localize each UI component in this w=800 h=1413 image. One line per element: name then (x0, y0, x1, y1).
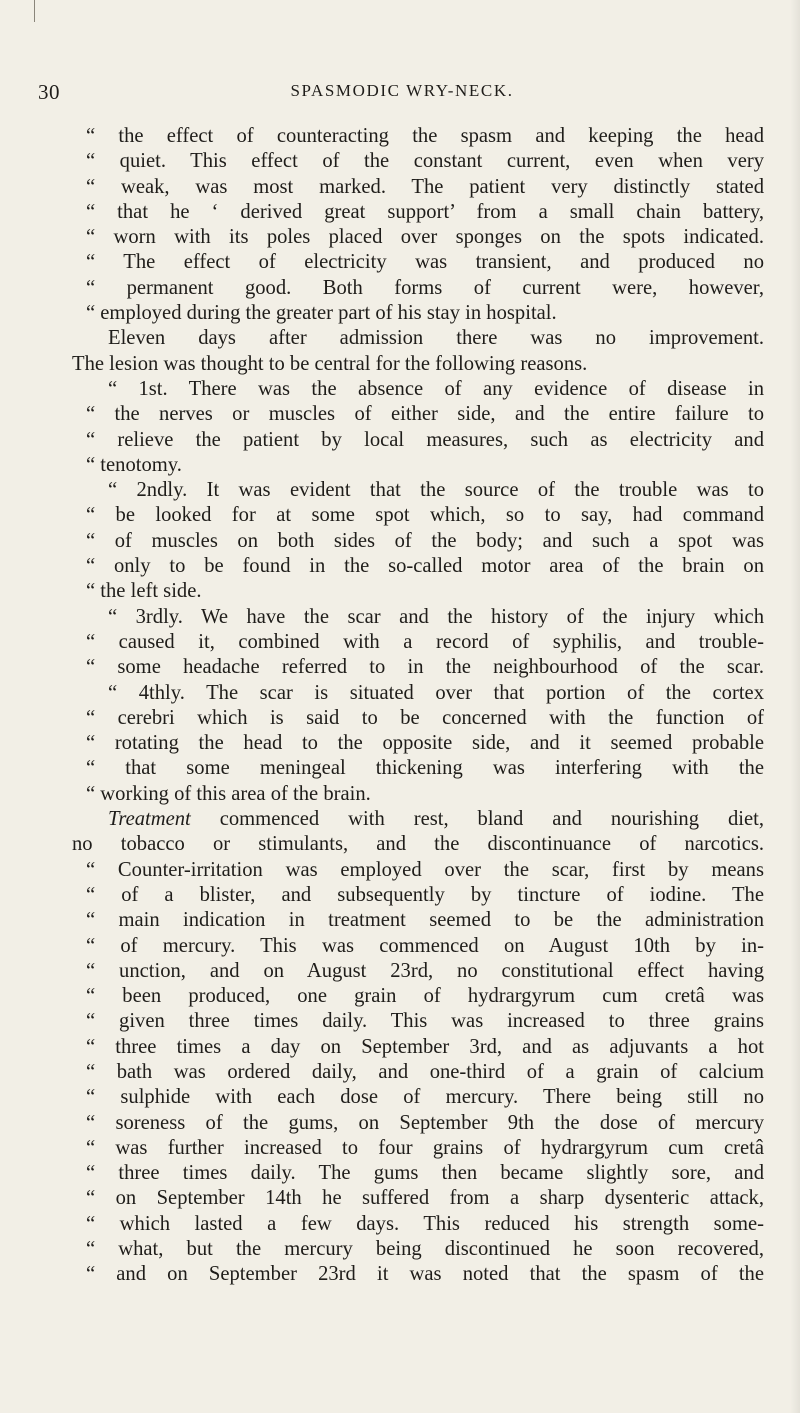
text-line: “ was further increased to four grains of hydrargyrum cum cretâ (86, 1136, 764, 1159)
text-line: “ that he ‘ derived great support’ from a small chain battery, (86, 200, 764, 223)
text-line: “ tenotomy. (86, 453, 182, 476)
text-line: “ soreness of the gums, on September 9th the dose of mercury (86, 1111, 764, 1134)
text-line: “ unction, and on August 23rd, no constitutional effect having (86, 959, 764, 982)
text-line: “ that some meningeal thickening was interfering with the (86, 757, 764, 780)
text-line: “ of a blister, and subsequently by tincture of iodine. The (86, 883, 764, 906)
text-line: “ main indication in treatment seemed to be the administration (86, 909, 764, 932)
text-line: “ of mercury. This was commenced on August 10th by in- (86, 934, 764, 957)
text-line: Eleven days after admission there was no improvement. (108, 327, 764, 350)
text-line: “ sulphide with each dose of mercury. There being still no (86, 1086, 764, 1109)
text-line: “ weak, was most marked. The patient very distinctly stated (86, 175, 764, 198)
text-line: “ bath was ordered daily, and one-third of a grain of calcium (86, 1060, 764, 1083)
text-line: “ permanent good. Both forms of current were, however, (86, 276, 764, 299)
running-head: SPASMODIC WRY-NECK. (290, 81, 514, 100)
text-line: “ what, but the mercury being discontinued he soon recovered, (86, 1238, 764, 1261)
text-line: “ be looked for at some spot which, so to say, had command (86, 504, 764, 527)
text-line: “ worn with its poles placed over sponges on the spots indicated. (86, 226, 764, 249)
text-line: “ and on September 23rd it was noted that the spasm of the (86, 1263, 764, 1286)
text-line: “ of muscles on both sides of the body; and such a spot was (86, 529, 764, 552)
text-line: “ some headache referred to in the neighbourhood of the scar. (86, 656, 764, 679)
text-line: “ only to be found in the so-called motor area of the brain on (86, 555, 764, 578)
text-line: “ which lasted a few days. This reduced his strength some- (86, 1212, 764, 1235)
text-line: “ Counter-irritation was employed over the scar, first by means (86, 858, 764, 881)
text-line: no tobacco or stimulants, and the discontinuance of narcotics. (72, 833, 764, 856)
text-line: “ the nerves or muscles of either side, and the entire failure to (86, 403, 764, 426)
text-line-treatment (86, 807, 764, 832)
text-line: “ three times a day on September 3rd, and as adjuvants a hot (86, 1035, 764, 1058)
text-line: “ quiet. This effect of the constant current, even when very (86, 150, 764, 173)
text-line: “ been produced, one grain of hydrargyrum cum cretâ was (86, 985, 764, 1008)
text-line: “ given three times daily. This was increased to three grains (86, 1010, 764, 1033)
text-line: “ The effect of electricity was transient, and produced no (86, 251, 764, 274)
gutter-mark (34, 0, 35, 22)
text-line: “ cerebri which is said to be concerned with the function of (86, 706, 764, 729)
text-line: “ employed during the greater part of his stay in hospital. (86, 302, 557, 325)
text-line: “ 2ndly. It was evident that the source of the trouble was to (108, 479, 764, 502)
page-header (38, 80, 766, 108)
page-edge-shadow (790, 0, 800, 1413)
text-line: “ three times daily. The gums then became slightly sore, and (86, 1162, 764, 1185)
text-line: “ the left side. (86, 580, 202, 603)
text-line: “ 1st. There was the absence of any evidence of disease in (108, 377, 764, 400)
body-text (72, 124, 764, 1288)
treatment-word: Treatment (108, 808, 191, 831)
text-line: “ 4thly. The scar is situated over that portion of the cortex (108, 681, 764, 704)
page-number: 30 (38, 80, 60, 104)
treatment-rest: commenced with rest, bland and nourishing diet, (219, 808, 764, 831)
text-line: “ relieve the patient by local measures, such as electricity and (86, 428, 764, 451)
text-line: “ the effect of counteracting the spasm and keeping the head (86, 125, 764, 147)
text-line: The lesion was thought to be central for the following reasons. (72, 352, 588, 375)
text-line: “ working of this area of the brain. (86, 782, 371, 805)
text-line: “ on September 14th he suffered from a sharp dysenteric attack, (86, 1187, 764, 1210)
text-line: “ rotating the head to the opposite side, and it seemed probable (86, 732, 764, 755)
text-line: “ caused it, combined with a record of syphilis, and trouble- (86, 630, 764, 653)
text-line: “ 3rdly. We have the scar and the history of the injury which (108, 605, 764, 628)
